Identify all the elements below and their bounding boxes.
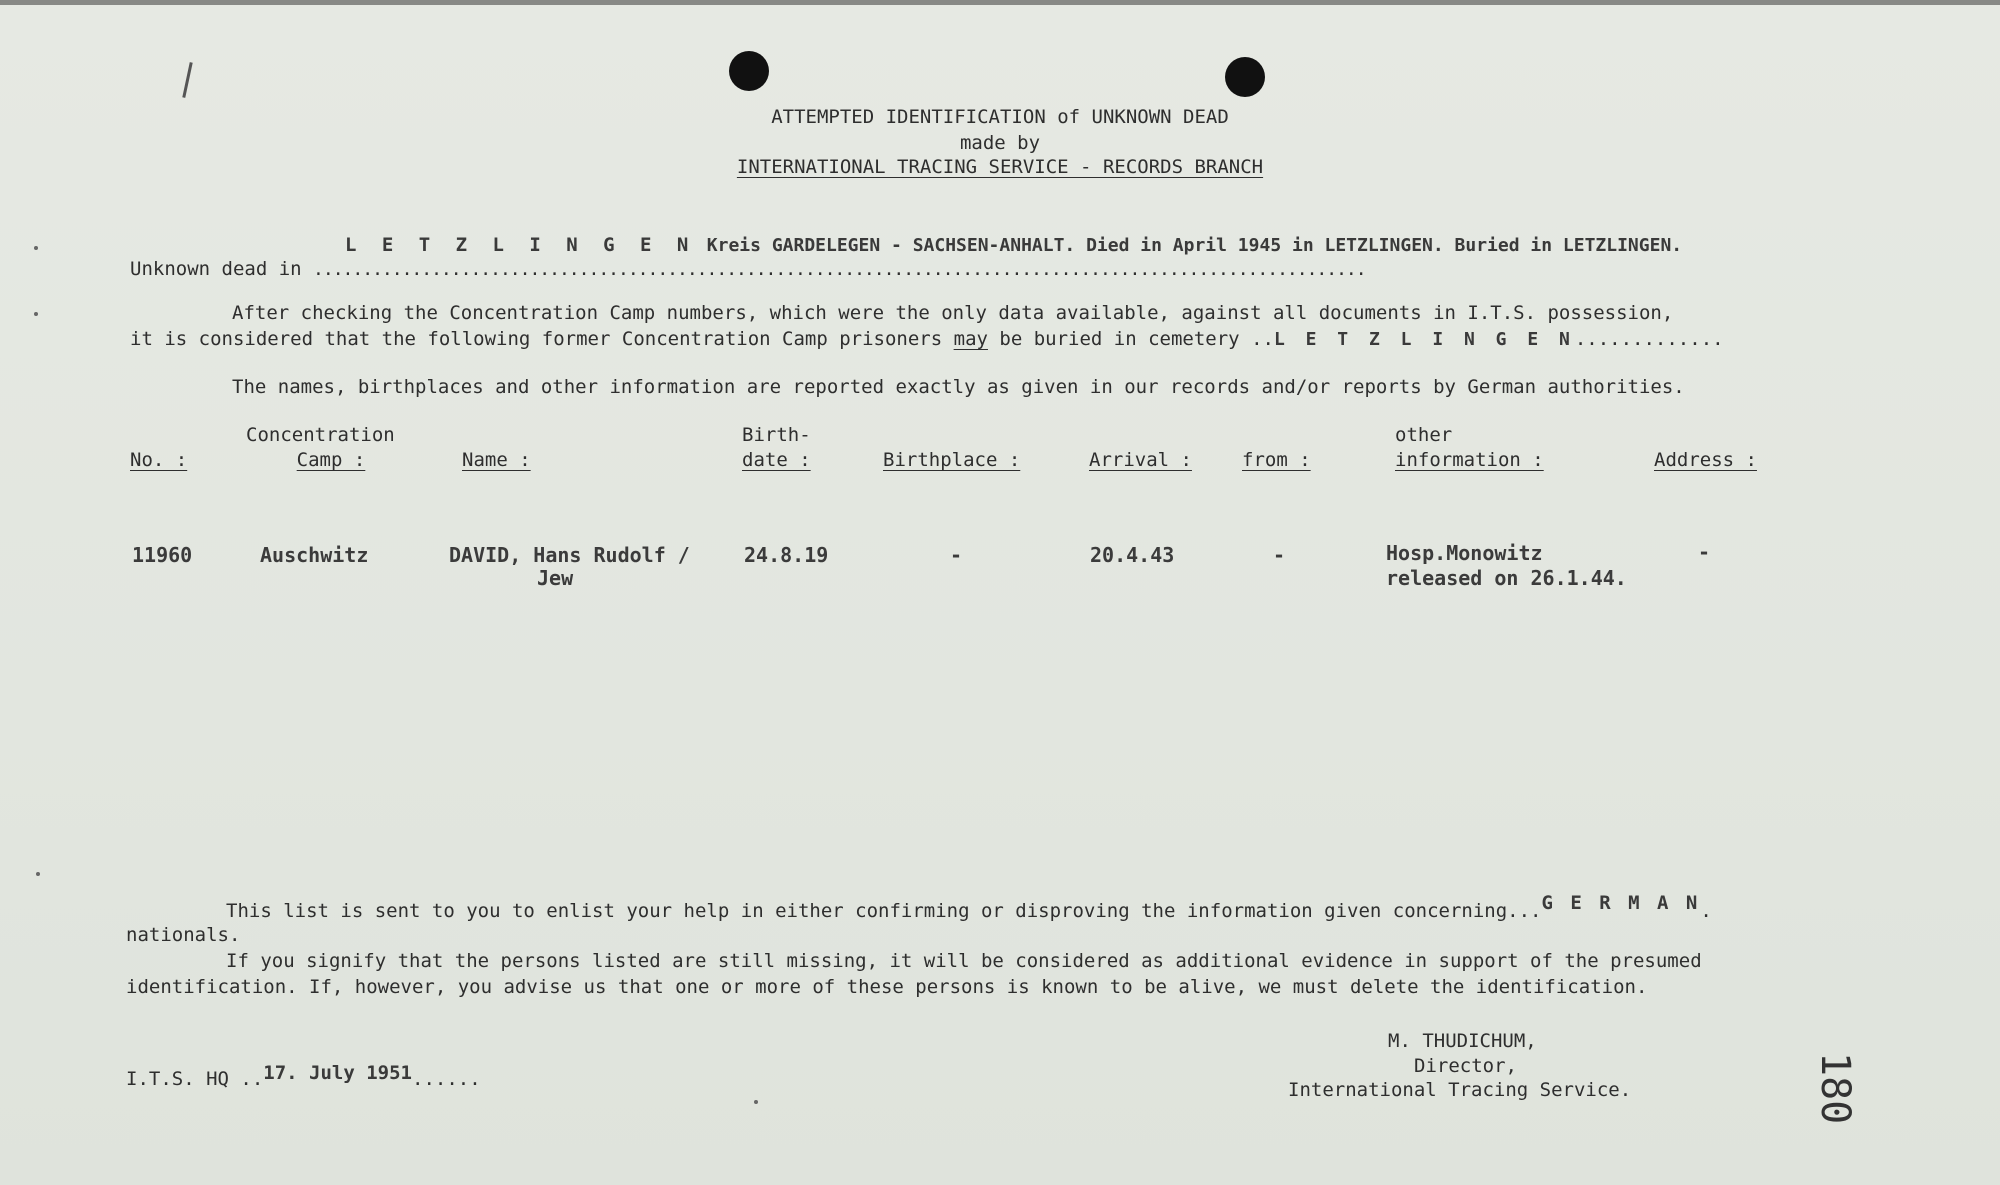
place-name: L E T Z L I N G E N [345, 234, 696, 256]
margin-dot [34, 246, 38, 250]
hq-dots: ...... [412, 1068, 481, 1090]
margin-dot [36, 872, 40, 876]
col-header-other-bottom: information : [1395, 449, 1544, 471]
para1-dots: ............. [1574, 328, 1724, 350]
cell-other-line2: released on 26.1.44. [1386, 566, 1627, 590]
punch-hole-left [729, 51, 769, 91]
col-header-other-top: other [1395, 424, 1453, 446]
cell-other-line1: Hosp.Monowitz [1386, 541, 1543, 565]
cell-name-line2: Jew [537, 566, 574, 590]
para3-line2: nationals. [126, 924, 241, 946]
para4-line2: identification. If, however, you advise us that one or more of these persons is known to be alive, we must delete the identification. [126, 976, 1648, 998]
para3-line1 [226, 892, 1712, 922]
unknown-dead-label [130, 258, 1366, 280]
col-header-birthplace: Birthplace : [883, 449, 1021, 471]
para1-line2 [130, 328, 1724, 350]
margin-dot [754, 1100, 758, 1104]
signature-org: International Tracing Service. [1288, 1079, 1632, 1101]
col-header-birth-bottom: date : [742, 449, 811, 471]
col-header-name: Name : [462, 449, 531, 471]
col-header-no: No. : [130, 449, 188, 471]
hq-date: 17. July 1951 [263, 1062, 412, 1084]
signature-name: M. THUDICHUM, [1388, 1030, 1537, 1052]
col-header-birth-top: Birth- [742, 424, 811, 446]
para1-line2-a: it is considered that the following former Concentration Camp prisoners [130, 328, 943, 350]
title-line-3: INTERNATIONAL TRACING SERVICE - RECORDS BRANCH [736, 156, 1264, 178]
cell-no: 11960 [132, 543, 193, 567]
para4-line1: If you signify that the persons listed are still missing, it will be considered as additional evidence in support of the presumed [226, 950, 1702, 972]
scan-top-edge [0, 0, 2000, 5]
col-header-arrival: Arrival : [1089, 449, 1192, 471]
col-header-address: Address : [1654, 449, 1757, 471]
para2: The names, birthplaces and other information are reported exactly as given in our records and/or reports by German authorities. [232, 376, 1685, 398]
title-line-2: made by [959, 132, 1041, 154]
hq-label: I.T.S. HQ .. [126, 1068, 264, 1090]
para3-trailing-dot: . [1700, 900, 1712, 922]
cell-arrival: 20.4.43 [1090, 543, 1175, 567]
punch-hole-right [1225, 57, 1265, 97]
cell-birthdate: 24.8.19 [744, 543, 829, 567]
nationality: G E R M A N [1541, 892, 1701, 914]
para3-line1-text: This list is sent to you to enlist your help in either confirming or disproving the information given concerning... [226, 900, 1542, 922]
col-header-camp-bottom: Camp : [296, 449, 366, 471]
cemetery-name: L E T Z L I N G E N [1273, 329, 1575, 350]
cell-address: - [1698, 540, 1711, 564]
page-number-stamp: 180 [1812, 1052, 1858, 1125]
para1-line2-b: be buried in cemetery .. [999, 328, 1274, 350]
margin-dot [34, 312, 38, 316]
para1-may: may [953, 328, 988, 350]
unknown-dead-dots: ........................................................................................................... [313, 259, 1366, 280]
cell-camp: Auschwitz [260, 543, 369, 567]
title-line-1: ATTEMPTED IDENTIFICATION of UNKNOWN DEAD [771, 106, 1229, 128]
unknown-dead-place [345, 234, 1682, 256]
cell-birthplace: - [950, 543, 963, 567]
col-header-from: from : [1242, 449, 1311, 471]
signature-title: Director, [1414, 1055, 1517, 1077]
cell-name: DAVID, Hans Rudolf / [449, 543, 690, 567]
hq-date-line [126, 1062, 481, 1090]
cell-from: - [1273, 543, 1286, 567]
pencil-mark [182, 62, 192, 98]
place-detail: Kreis GARDELEGEN - SACHSEN-ANHALT. Died in April 1945 in LETZLINGEN. Buried in LETZLINGEN. [706, 235, 1683, 256]
para1-line1: After checking the Concentration Camp numbers, which were the only data available, against all documents in I.T.S. possession, [232, 302, 1674, 324]
unknown-dead-label-text: Unknown dead in [130, 258, 302, 280]
col-header-camp-top: Concentration [246, 424, 395, 446]
